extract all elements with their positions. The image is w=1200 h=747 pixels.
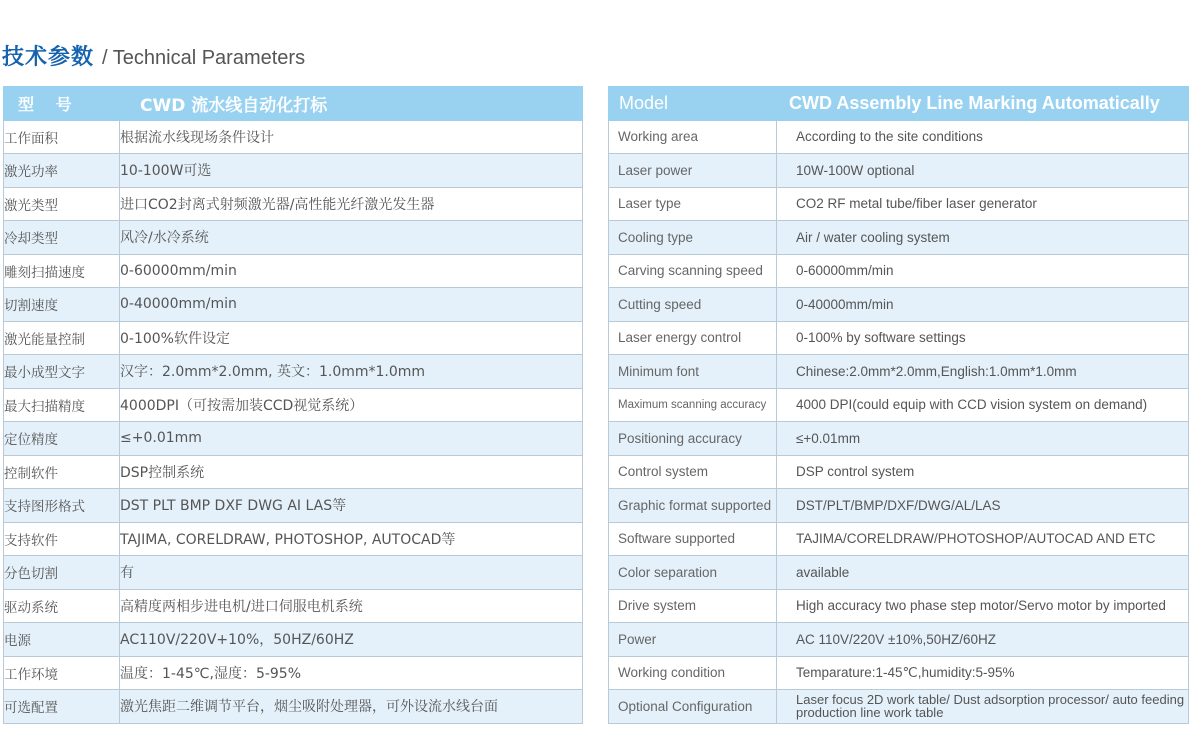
param-name: 最小成型文字: [4, 355, 120, 389]
table-row: [4, 288, 583, 322]
table-row: [609, 187, 1189, 221]
table-row: [609, 489, 1189, 523]
param-value: Temparature:1-45℃,humidity:5-95%: [777, 656, 1189, 690]
table-header-row: [609, 87, 1189, 121]
table-row: [4, 690, 583, 724]
table-row: [4, 455, 583, 489]
param-value: ≤+0.01mm: [777, 422, 1189, 456]
table-row: [4, 556, 583, 590]
table-row: [609, 522, 1189, 556]
param-value: 4000DPI（可按需加装CCD视觉系统）: [120, 388, 583, 422]
table-row: [4, 388, 583, 422]
param-value: According to the site conditions: [777, 120, 1189, 154]
param-value: 0-100% by software settings: [777, 321, 1189, 355]
param-name: 工作环境: [4, 656, 120, 690]
param-name: Laser energy control: [609, 321, 777, 355]
table-row: [4, 355, 583, 389]
param-value: AC110V/220V+10%，50HZ/60HZ: [120, 623, 583, 657]
param-name: Drive system: [609, 589, 777, 623]
param-value: 激光焦距二维调节平台，烟尘吸附处理器，可外设流水线台面: [120, 690, 583, 724]
param-value: DST/PLT/BMP/DXF/DWG/AL/LAS: [777, 489, 1189, 523]
param-name: Color separation: [609, 556, 777, 590]
table-row: [609, 690, 1189, 724]
param-name: Laser power: [609, 154, 777, 188]
param-value: High accuracy two phase step motor/Servo motor by imported: [777, 589, 1189, 623]
parameters-table-english: [608, 86, 1189, 724]
param-value: 有: [120, 556, 583, 590]
table-row: [609, 154, 1189, 188]
param-name: Carving scanning speed: [609, 254, 777, 288]
table-row: [609, 556, 1189, 590]
param-value: 0-60000mm/min: [777, 254, 1189, 288]
param-value: Air / water cooling system: [777, 221, 1189, 255]
param-value: ≤+0.01mm: [120, 422, 583, 456]
param-name: 激光功率: [4, 154, 120, 188]
param-name: Working area: [609, 120, 777, 154]
param-value: DSP控制系统: [120, 455, 583, 489]
header-model-value: CWD Assembly Line Marking Automatically: [777, 87, 1189, 121]
table-row: [609, 221, 1189, 255]
param-value: Laser focus 2D work table/ Dust adsorption processor/ auto feeding production line work table: [777, 690, 1189, 724]
param-name: Laser type: [609, 187, 777, 221]
parameters-table-chinese: [3, 86, 583, 724]
param-name: Positioning accuracy: [609, 422, 777, 456]
table-row: [609, 321, 1189, 355]
param-value: 0-40000mm/min: [120, 288, 583, 322]
table-row: [609, 455, 1189, 489]
table-row: [4, 623, 583, 657]
param-value: 进口CO2封离式射频激光器/高性能光纤激光发生器: [120, 187, 583, 221]
param-value: TAJIMA/CORELDRAW/PHOTOSHOP/AUTOCAD AND ETC: [777, 522, 1189, 556]
table-row: [4, 321, 583, 355]
param-name: 支持软件: [4, 522, 120, 556]
param-value: 0-40000mm/min: [777, 288, 1189, 322]
param-value: 10-100W可选: [120, 154, 583, 188]
param-name: Cooling type: [609, 221, 777, 255]
param-name: Optional Configuration: [609, 690, 777, 724]
table-row: [609, 422, 1189, 456]
param-value: 高精度两相步进电机/进口伺服电机系统: [120, 589, 583, 623]
param-name: Power: [609, 623, 777, 657]
table-row: [609, 388, 1189, 422]
table-row: [609, 288, 1189, 322]
title-chinese: 技术参数: [2, 45, 95, 70]
section-title: [2, 40, 305, 74]
param-name: Cutting speed: [609, 288, 777, 322]
table-row: [4, 489, 583, 523]
param-name: 控制软件: [4, 455, 120, 489]
table-row: [4, 522, 583, 556]
param-value: CO2 RF metal tube/fiber laser generator: [777, 187, 1189, 221]
param-value: 风冷/水冷系统: [120, 221, 583, 255]
param-value: AC 110V/220V ±10%,50HZ/60HZ: [777, 623, 1189, 657]
table-row: [609, 656, 1189, 690]
param-value: 根据流水线现场条件设计: [120, 120, 583, 154]
param-value: available: [777, 556, 1189, 590]
param-name: Graphic format supported: [609, 489, 777, 523]
param-value: 4000 DPI(could equip with CCD vision system on demand): [777, 388, 1189, 422]
param-value: 0-100%软件设定: [120, 321, 583, 355]
param-name: 工作面积: [4, 120, 120, 154]
table-row: [4, 422, 583, 456]
table-row: [4, 656, 583, 690]
table-row: [4, 187, 583, 221]
table-row: [609, 355, 1189, 389]
table-row: [4, 589, 583, 623]
param-name: 定位精度: [4, 422, 120, 456]
table-row: [4, 254, 583, 288]
table-row: [609, 623, 1189, 657]
param-name: 分色切割: [4, 556, 120, 590]
table-row: [4, 154, 583, 188]
param-name: 切割速度: [4, 288, 120, 322]
param-name: 激光类型: [4, 187, 120, 221]
table-row: [4, 221, 583, 255]
param-value: DST PLT BMP DXF DWG AI LAS等: [120, 489, 583, 523]
param-name: 电源: [4, 623, 120, 657]
param-value: 10W-100W optional: [777, 154, 1189, 188]
param-name: 冷却类型: [4, 221, 120, 255]
param-name: Software supported: [609, 522, 777, 556]
table-row: [609, 589, 1189, 623]
param-name: 最大扫描精度: [4, 388, 120, 422]
param-name: 激光能量控制: [4, 321, 120, 355]
table-row: [609, 254, 1189, 288]
param-value: TAJIMA, CORELDRAW, PHOTOSHOP, AUTOCAD等: [120, 522, 583, 556]
header-model-label: Model: [609, 87, 777, 121]
param-name: Maximum scanning accuracy: [609, 388, 777, 422]
param-name: 支持图形格式: [4, 489, 120, 523]
param-value: DSP control system: [777, 455, 1189, 489]
param-name: 可选配置: [4, 690, 120, 724]
table-header-row: [4, 87, 583, 121]
param-name: Working condition: [609, 656, 777, 690]
param-value: 温度：1-45℃,湿度：5-95%: [120, 656, 583, 690]
param-name: 雕刻扫描速度: [4, 254, 120, 288]
header-model-value: CWD 流水线自动化打标: [120, 87, 583, 121]
param-name: Control system: [609, 455, 777, 489]
table-row: [4, 120, 583, 154]
table-row: [609, 120, 1189, 154]
title-english: / Technical Parameters: [102, 47, 306, 69]
param-value: 汉字：2.0mm*2.0mm, 英文：1.0mm*1.0mm: [120, 355, 583, 389]
param-value: 0-60000mm/min: [120, 254, 583, 288]
param-name: 驱动系统: [4, 589, 120, 623]
param-name: Minimum font: [609, 355, 777, 389]
header-model-label: 型 号: [4, 87, 120, 121]
param-value: Chinese:2.0mm*2.0mm,English:1.0mm*1.0mm: [777, 355, 1189, 389]
